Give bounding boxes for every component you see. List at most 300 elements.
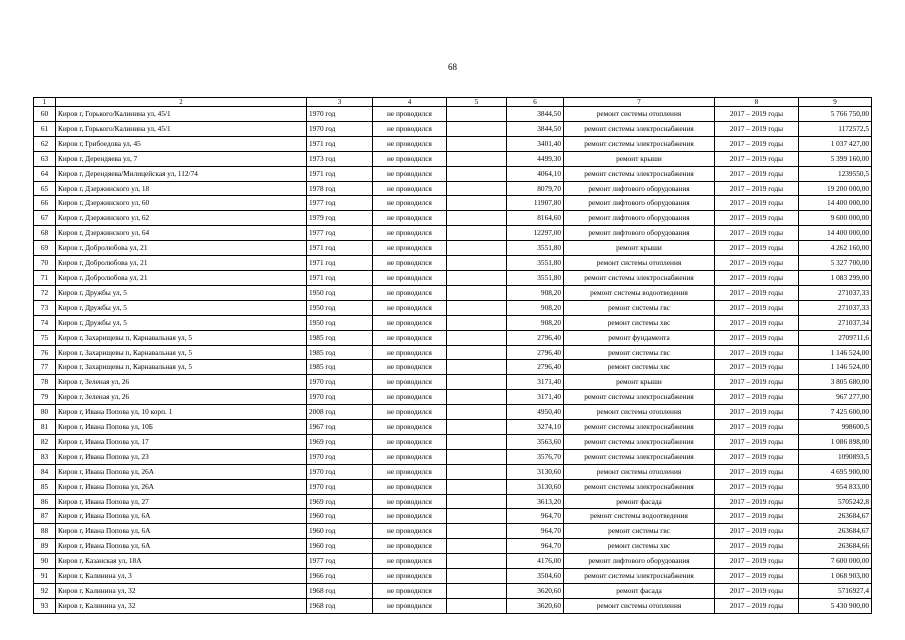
cost-cell: 271037,33 xyxy=(799,300,872,315)
work-type-cell: ремонт системы хвс xyxy=(564,539,715,554)
last-repair-cell: не проводился xyxy=(373,360,447,375)
build-year-cell: 1970 год xyxy=(307,479,373,494)
period-cell: 2017 – 2019 годы xyxy=(715,584,799,599)
address-cell: Киров г, Зеленая ул, 26 xyxy=(56,375,307,390)
row-number-cell: 84 xyxy=(34,464,56,479)
last-repair-cell: не проводился xyxy=(373,330,447,345)
last-repair-cell: не проводился xyxy=(373,554,447,569)
last-repair-cell: не проводился xyxy=(373,181,447,196)
cell-5-cell xyxy=(447,300,507,315)
area-cell: 3620,60 xyxy=(507,584,564,599)
address-cell: Киров г, Дерендяева ул, 7 xyxy=(56,151,307,166)
period-cell: 2017 – 2019 годы xyxy=(715,300,799,315)
row-number-cell: 77 xyxy=(34,360,56,375)
area-cell: 4950,40 xyxy=(507,405,564,420)
row-number-cell: 67 xyxy=(34,211,56,226)
area-cell: 3401,40 xyxy=(507,136,564,151)
work-type-cell: ремонт системы отопления xyxy=(564,598,715,613)
address-cell: Киров г, Дзержинского ул, 62 xyxy=(56,211,307,226)
period-cell: 2017 – 2019 годы xyxy=(715,226,799,241)
row-number-cell: 64 xyxy=(34,166,56,181)
work-type-cell: ремонт системы хвс xyxy=(564,360,715,375)
area-cell: 4499,30 xyxy=(507,151,564,166)
cost-cell: 1239550,5 xyxy=(799,166,872,181)
cost-cell: 1 146 524,00 xyxy=(799,360,872,375)
last-repair-cell: не проводился xyxy=(373,136,447,151)
table-row xyxy=(34,420,872,435)
cell-5-cell xyxy=(447,151,507,166)
col-header-5: 5 xyxy=(447,98,507,107)
cell-5-cell xyxy=(447,420,507,435)
table-row xyxy=(34,107,872,122)
last-repair-cell: не проводился xyxy=(373,494,447,509)
table-row xyxy=(34,151,872,166)
build-year-cell: 1970 год xyxy=(307,107,373,122)
row-number-cell: 89 xyxy=(34,539,56,554)
cell-5-cell xyxy=(447,121,507,136)
build-year-cell: 1968 год xyxy=(307,584,373,599)
work-type-cell: ремонт системы электроснабжения xyxy=(564,136,715,151)
table-row xyxy=(34,196,872,211)
row-number-cell: 60 xyxy=(34,107,56,122)
build-year-cell: 1967 год xyxy=(307,420,373,435)
work-type-cell: ремонт системы электроснабжения xyxy=(564,449,715,464)
build-year-cell: 1977 год xyxy=(307,554,373,569)
row-number-cell: 79 xyxy=(34,390,56,405)
row-number-cell: 78 xyxy=(34,375,56,390)
row-number-cell: 74 xyxy=(34,315,56,330)
work-type-cell: ремонт системы гвс xyxy=(564,300,715,315)
build-year-cell: 1973 год xyxy=(307,151,373,166)
last-repair-cell: не проводился xyxy=(373,375,447,390)
table-body xyxy=(34,107,872,614)
area-cell: 3130,60 xyxy=(507,479,564,494)
period-cell: 2017 – 2019 годы xyxy=(715,539,799,554)
last-repair-cell: не проводился xyxy=(373,390,447,405)
cell-5-cell xyxy=(447,270,507,285)
area-cell: 3171,40 xyxy=(507,375,564,390)
period-cell: 2017 – 2019 годы xyxy=(715,345,799,360)
cell-5-cell xyxy=(447,166,507,181)
build-year-cell: 1977 год xyxy=(307,226,373,241)
work-type-cell: ремонт системы электроснабжения xyxy=(564,569,715,584)
table-row xyxy=(34,375,872,390)
period-cell: 2017 – 2019 годы xyxy=(715,598,799,613)
period-cell: 2017 – 2019 годы xyxy=(715,479,799,494)
cost-cell: 5 430 900,00 xyxy=(799,598,872,613)
cell-5-cell xyxy=(447,390,507,405)
address-cell: Киров г, Ивана Попова ул, 6А xyxy=(56,524,307,539)
table-row xyxy=(34,494,872,509)
address-cell: Киров г, Калинина ул, 32 xyxy=(56,598,307,613)
last-repair-cell: не проводился xyxy=(373,270,447,285)
build-year-cell: 1950 год xyxy=(307,300,373,315)
last-repair-cell: не проводился xyxy=(373,569,447,584)
row-number-cell: 75 xyxy=(34,330,56,345)
area-cell: 8079,70 xyxy=(507,181,564,196)
cell-5-cell xyxy=(447,285,507,300)
row-number-cell: 71 xyxy=(34,270,56,285)
work-type-cell: ремонт лифтового оборудования xyxy=(564,181,715,196)
period-cell: 2017 – 2019 годы xyxy=(715,285,799,300)
cell-5-cell xyxy=(447,360,507,375)
row-number-cell: 86 xyxy=(34,494,56,509)
address-cell: Киров г, Захарищевы п, Карнавальная ул, 5 xyxy=(56,345,307,360)
address-cell: Киров г, Дружбы ул, 5 xyxy=(56,285,307,300)
build-year-cell: 1970 год xyxy=(307,449,373,464)
table-row xyxy=(34,524,872,539)
row-number-cell: 68 xyxy=(34,226,56,241)
cell-5-cell xyxy=(447,256,507,271)
cost-cell: 3 805 680,00 xyxy=(799,375,872,390)
work-type-cell: ремонт крыши xyxy=(564,241,715,256)
build-year-cell: 1985 год xyxy=(307,330,373,345)
last-repair-cell: не проводился xyxy=(373,345,447,360)
work-type-cell: ремонт системы гвс xyxy=(564,524,715,539)
period-cell: 2017 – 2019 годы xyxy=(715,360,799,375)
cell-5-cell xyxy=(447,181,507,196)
cell-5-cell xyxy=(447,196,507,211)
period-cell: 2017 – 2019 годы xyxy=(715,136,799,151)
cost-cell: 263684,67 xyxy=(799,524,872,539)
cost-cell: 1172572,5 xyxy=(799,121,872,136)
table-row xyxy=(34,345,872,360)
address-cell: Киров г, Дерендяева/Милицейская ул, 112/74 xyxy=(56,166,307,181)
work-type-cell: ремонт системы электроснабжения xyxy=(564,420,715,435)
build-year-cell: 1960 год xyxy=(307,524,373,539)
period-cell: 2017 – 2019 годы xyxy=(715,420,799,435)
last-repair-cell: не проводился xyxy=(373,434,447,449)
col-header-6: 6 xyxy=(507,98,564,107)
work-type-cell: ремонт системы электроснабжения xyxy=(564,121,715,136)
cost-cell: 2709711,6 xyxy=(799,330,872,345)
address-cell: Киров г, Горького/Калинина ул, 45/1 xyxy=(56,121,307,136)
build-year-cell: 1970 год xyxy=(307,121,373,136)
period-cell: 2017 – 2019 годы xyxy=(715,434,799,449)
cell-5-cell xyxy=(447,584,507,599)
cost-cell: 5705242,8 xyxy=(799,494,872,509)
work-type-cell: ремонт лифтового оборудования xyxy=(564,226,715,241)
cost-cell: 19 200 000,00 xyxy=(799,181,872,196)
table-row xyxy=(34,181,872,196)
col-header-7: 7 xyxy=(564,98,715,107)
build-year-cell: 1978 год xyxy=(307,181,373,196)
row-number-cell: 65 xyxy=(34,181,56,196)
cell-5-cell xyxy=(447,330,507,345)
table-row xyxy=(34,405,872,420)
work-type-cell: ремонт системы отопления xyxy=(564,107,715,122)
last-repair-cell: не проводился xyxy=(373,285,447,300)
cost-cell: 5 766 750,00 xyxy=(799,107,872,122)
row-number-cell: 85 xyxy=(34,479,56,494)
area-cell: 3504,60 xyxy=(507,569,564,584)
table-row xyxy=(34,285,872,300)
table-row xyxy=(34,569,872,584)
address-cell: Киров г, Дзержинского ул, 60 xyxy=(56,196,307,211)
area-cell: 4064,10 xyxy=(507,166,564,181)
last-repair-cell: не проводился xyxy=(373,256,447,271)
cell-5-cell xyxy=(447,107,507,122)
area-cell: 3613,20 xyxy=(507,494,564,509)
cell-5-cell xyxy=(447,315,507,330)
build-year-cell: 1950 год xyxy=(307,285,373,300)
cost-cell: 9 600 000,00 xyxy=(799,211,872,226)
area-cell: 3563,60 xyxy=(507,434,564,449)
cost-cell: 967 277,00 xyxy=(799,390,872,405)
build-year-cell: 1970 год xyxy=(307,464,373,479)
row-number-cell: 83 xyxy=(34,449,56,464)
row-number-cell: 88 xyxy=(34,524,56,539)
cell-5-cell xyxy=(447,449,507,464)
period-cell: 2017 – 2019 годы xyxy=(715,390,799,405)
work-type-cell: ремонт системы электроснабжения xyxy=(564,390,715,405)
table-row xyxy=(34,166,872,181)
period-cell: 2017 – 2019 годы xyxy=(715,241,799,256)
table-row xyxy=(34,390,872,405)
last-repair-cell: не проводился xyxy=(373,121,447,136)
build-year-cell: 1971 год xyxy=(307,256,373,271)
table-row xyxy=(34,211,872,226)
address-cell: Киров г, Ивана Попова ул, 27 xyxy=(56,494,307,509)
area-cell: 3171,40 xyxy=(507,390,564,405)
cell-5-cell xyxy=(447,375,507,390)
row-number-cell: 69 xyxy=(34,241,56,256)
cost-cell: 1 086 898,00 xyxy=(799,434,872,449)
build-year-cell: 1971 год xyxy=(307,136,373,151)
address-cell: Киров г, Добролюбова ул, 21 xyxy=(56,256,307,271)
cost-cell: 5 399 160,00 xyxy=(799,151,872,166)
build-year-cell: 2008 год xyxy=(307,405,373,420)
table-row xyxy=(34,479,872,494)
address-cell: Киров г, Дзержинского ул, 18 xyxy=(56,181,307,196)
build-year-cell: 1966 год xyxy=(307,569,373,584)
work-type-cell: ремонт фасада xyxy=(564,494,715,509)
address-cell: Киров г, Ивана Попова ул, 10 корп. 1 xyxy=(56,405,307,420)
area-cell: 3844,50 xyxy=(507,121,564,136)
last-repair-cell: не проводился xyxy=(373,241,447,256)
cost-cell: 1 083 299,00 xyxy=(799,270,872,285)
work-type-cell: ремонт системы отопления xyxy=(564,464,715,479)
table-row xyxy=(34,226,872,241)
build-year-cell: 1950 год xyxy=(307,315,373,330)
build-year-cell: 1971 год xyxy=(307,166,373,181)
period-cell: 2017 – 2019 годы xyxy=(715,166,799,181)
table-row xyxy=(34,554,872,569)
period-cell: 2017 – 2019 годы xyxy=(715,181,799,196)
area-cell: 2796,40 xyxy=(507,330,564,345)
period-cell: 2017 – 2019 годы xyxy=(715,509,799,524)
cost-cell: 5716927,4 xyxy=(799,584,872,599)
build-year-cell: 1971 год xyxy=(307,241,373,256)
cell-5-cell xyxy=(447,569,507,584)
work-type-cell: ремонт системы электроснабжения xyxy=(564,166,715,181)
table-row xyxy=(34,360,872,375)
address-cell: Киров г, Калинина ул, 3 xyxy=(56,569,307,584)
last-repair-cell: не проводился xyxy=(373,598,447,613)
last-repair-cell: не проводился xyxy=(373,524,447,539)
period-cell: 2017 – 2019 годы xyxy=(715,315,799,330)
build-year-cell: 1968 год xyxy=(307,598,373,613)
col-header-4: 4 xyxy=(373,98,447,107)
work-type-cell: ремонт лифтового оборудования xyxy=(564,554,715,569)
build-year-cell: 1960 год xyxy=(307,539,373,554)
cost-cell: 1090893,5 xyxy=(799,449,872,464)
period-cell: 2017 – 2019 годы xyxy=(715,196,799,211)
table-row xyxy=(34,315,872,330)
area-cell: 908,20 xyxy=(507,285,564,300)
address-cell: Киров г, Ивана Попова ул, 17 xyxy=(56,434,307,449)
row-number-cell: 66 xyxy=(34,196,56,211)
row-number-cell: 82 xyxy=(34,434,56,449)
period-cell: 2017 – 2019 годы xyxy=(715,405,799,420)
cost-cell: 954 833,00 xyxy=(799,479,872,494)
row-number-cell: 87 xyxy=(34,509,56,524)
last-repair-cell: не проводился xyxy=(373,509,447,524)
build-year-cell: 1960 год xyxy=(307,509,373,524)
area-cell: 11907,80 xyxy=(507,196,564,211)
work-type-cell: ремонт системы электроснабжения xyxy=(564,434,715,449)
row-number-cell: 92 xyxy=(34,584,56,599)
area-cell: 3551,80 xyxy=(507,241,564,256)
table-row xyxy=(34,121,872,136)
last-repair-cell: не проводился xyxy=(373,211,447,226)
col-header-3: 3 xyxy=(307,98,373,107)
period-cell: 2017 – 2019 годы xyxy=(715,270,799,285)
period-cell: 2017 – 2019 годы xyxy=(715,375,799,390)
area-cell: 3576,70 xyxy=(507,449,564,464)
row-number-cell: 76 xyxy=(34,345,56,360)
address-cell: Киров г, Ивана Попова ул, 26А xyxy=(56,479,307,494)
build-year-cell: 1970 год xyxy=(307,390,373,405)
cell-5-cell xyxy=(447,211,507,226)
address-cell: Киров г, Ивана Попова ул, 6А xyxy=(56,539,307,554)
cell-5-cell xyxy=(447,539,507,554)
row-number-cell: 91 xyxy=(34,569,56,584)
build-year-cell: 1985 год xyxy=(307,345,373,360)
cost-cell: 5 327 700,00 xyxy=(799,256,872,271)
table-row xyxy=(34,598,872,613)
cost-cell: 263684,66 xyxy=(799,539,872,554)
area-cell: 3551,80 xyxy=(507,256,564,271)
table-row xyxy=(34,330,872,345)
last-repair-cell: не проводился xyxy=(373,479,447,494)
address-cell: Киров г, Добролюбова ул, 21 xyxy=(56,241,307,256)
cost-cell: 4 695 900,00 xyxy=(799,464,872,479)
table-row xyxy=(34,464,872,479)
last-repair-cell: не проводился xyxy=(373,420,447,435)
cost-cell: 263684,67 xyxy=(799,509,872,524)
work-type-cell: ремонт системы электроснабжения xyxy=(564,479,715,494)
cost-cell: 14 400 000,00 xyxy=(799,226,872,241)
build-year-cell: 1969 год xyxy=(307,494,373,509)
address-cell: Киров г, Захарищевы п, Карнавальная ул, 5 xyxy=(56,360,307,375)
table-row xyxy=(34,270,872,285)
period-cell: 2017 – 2019 годы xyxy=(715,211,799,226)
row-number-cell: 70 xyxy=(34,256,56,271)
cost-cell: 14 400 000,00 xyxy=(799,196,872,211)
row-number-cell: 80 xyxy=(34,405,56,420)
area-cell: 908,20 xyxy=(507,315,564,330)
table-row xyxy=(34,539,872,554)
last-repair-cell: не проводился xyxy=(373,107,447,122)
address-cell: Киров г, Грибоедова ул, 45 xyxy=(56,136,307,151)
period-cell: 2017 – 2019 годы xyxy=(715,256,799,271)
area-cell: 964,70 xyxy=(507,524,564,539)
area-cell: 3844,50 xyxy=(507,107,564,122)
cost-cell: 4 262 160,00 xyxy=(799,241,872,256)
header-row xyxy=(34,98,872,107)
period-cell: 2017 – 2019 годы xyxy=(715,494,799,509)
area-cell: 3274,10 xyxy=(507,420,564,435)
area-cell: 12297,00 xyxy=(507,226,564,241)
period-cell: 2017 – 2019 годы xyxy=(715,449,799,464)
area-cell: 964,70 xyxy=(507,539,564,554)
area-cell: 8164,60 xyxy=(507,211,564,226)
row-number-cell: 90 xyxy=(34,554,56,569)
cell-5-cell xyxy=(447,509,507,524)
period-cell: 2017 – 2019 годы xyxy=(715,464,799,479)
cell-5-cell xyxy=(447,554,507,569)
table-row xyxy=(34,584,872,599)
table-row xyxy=(34,256,872,271)
area-cell: 2796,40 xyxy=(507,345,564,360)
last-repair-cell: не проводился xyxy=(373,166,447,181)
area-cell: 3551,80 xyxy=(507,270,564,285)
row-number-cell: 73 xyxy=(34,300,56,315)
table-row xyxy=(34,449,872,464)
table-row xyxy=(34,509,872,524)
cost-cell: 271037,34 xyxy=(799,315,872,330)
cost-cell: 1 146 524,00 xyxy=(799,345,872,360)
build-year-cell: 1985 год xyxy=(307,360,373,375)
last-repair-cell: не проводился xyxy=(373,539,447,554)
period-cell: 2017 – 2019 годы xyxy=(715,151,799,166)
work-type-cell: ремонт системы отопления xyxy=(564,256,715,271)
last-repair-cell: не проводился xyxy=(373,464,447,479)
cost-cell: 271037,33 xyxy=(799,285,872,300)
cell-5-cell xyxy=(447,226,507,241)
cell-5-cell xyxy=(447,345,507,360)
build-year-cell: 1977 год xyxy=(307,196,373,211)
row-number-cell: 61 xyxy=(34,121,56,136)
work-type-cell: ремонт системы водоотведения xyxy=(564,509,715,524)
last-repair-cell: не проводился xyxy=(373,300,447,315)
last-repair-cell: не проводился xyxy=(373,315,447,330)
address-cell: Киров г, Ивана Попова ул, 6А xyxy=(56,509,307,524)
cell-5-cell xyxy=(447,434,507,449)
table-row xyxy=(34,241,872,256)
cost-cell: 1 037 427,00 xyxy=(799,136,872,151)
last-repair-cell: не проводился xyxy=(373,151,447,166)
build-year-cell: 1969 год xyxy=(307,434,373,449)
period-cell: 2017 – 2019 годы xyxy=(715,121,799,136)
table-row xyxy=(34,434,872,449)
cell-5-cell xyxy=(447,136,507,151)
address-cell: Киров г, Ивана Попова ул, 23 xyxy=(56,449,307,464)
cost-cell: 7 425 600,00 xyxy=(799,405,872,420)
repair-plan-table xyxy=(33,97,872,614)
period-cell: 2017 – 2019 годы xyxy=(715,524,799,539)
cell-5-cell xyxy=(447,598,507,613)
row-number-cell: 93 xyxy=(34,598,56,613)
area-cell: 964,70 xyxy=(507,509,564,524)
last-repair-cell: не проводился xyxy=(373,449,447,464)
work-type-cell: ремонт крыши xyxy=(564,375,715,390)
address-cell: Киров г, Калинина ул, 32 xyxy=(56,584,307,599)
cost-cell: 1 068 903,00 xyxy=(799,569,872,584)
build-year-cell: 1979 год xyxy=(307,211,373,226)
cell-5-cell xyxy=(447,405,507,420)
